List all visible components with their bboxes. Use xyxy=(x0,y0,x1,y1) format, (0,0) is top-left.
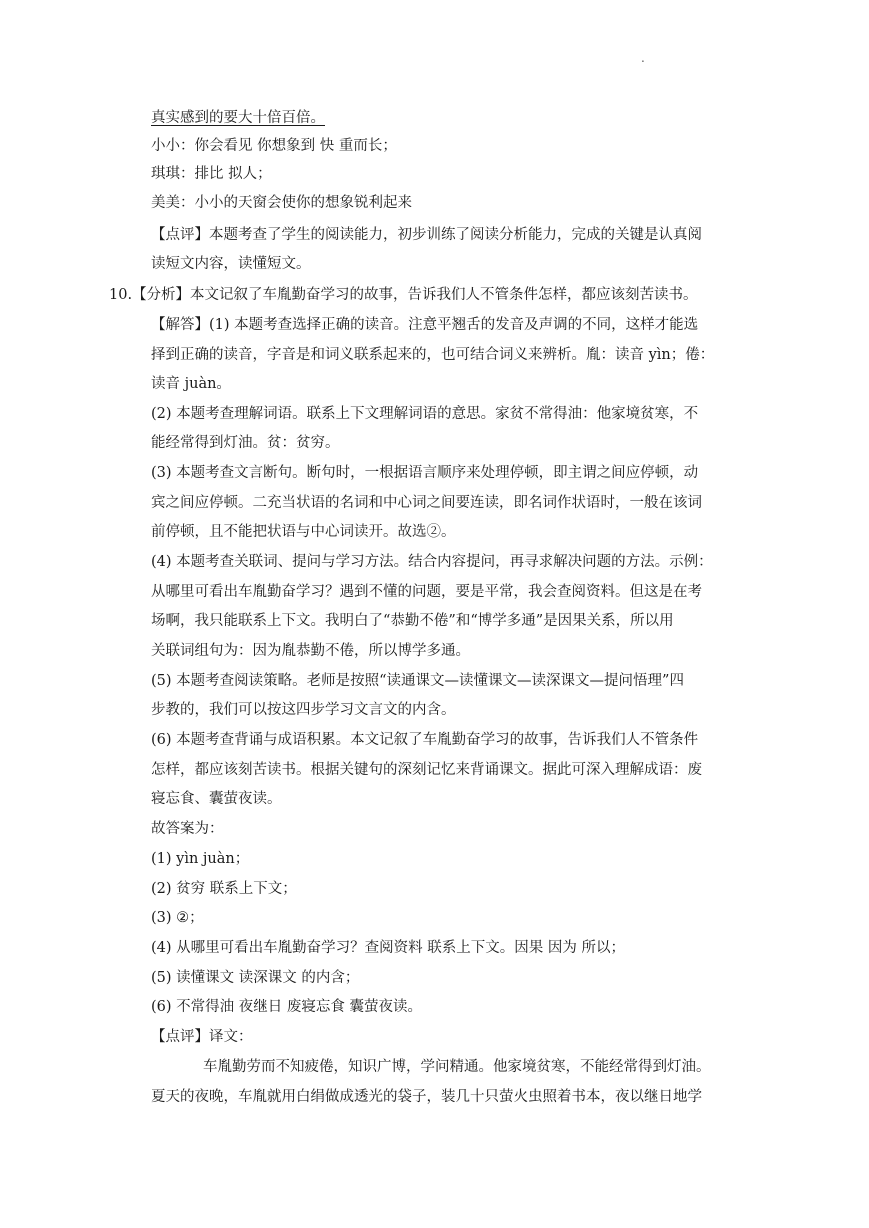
text-line: 关联词组句为：因为胤恭勤不倦，所以博学多通。 xyxy=(151,643,470,659)
text-line: (5) 本题考查阅读策略。老师是按照“读通课文—读懂课文—读深课文—提问悟理”四 xyxy=(151,673,684,689)
header-mark: . xyxy=(641,51,645,65)
text-line: (3) ②； xyxy=(151,910,204,926)
text-line: 小小：你会看见 你想象到 快 重而长； xyxy=(151,138,397,154)
text-line: (6) 本题考查背诵与成语积累。本文记叙了车胤勤奋学习的故事，告诉我们人不管条件 xyxy=(151,732,699,748)
text-line: 【点评】本题考查了学生的阅读能力，初步训练了阅读分析能力，完成的关键是认真阅 xyxy=(151,227,702,243)
text-line: 美美：小小的天窗会使你的想象锐利起来 xyxy=(151,195,412,211)
text-line: (2) 本题考查理解词语。联系上下文理解词语的意思。家贫不常得油：他家境贫寒，不 xyxy=(151,406,699,422)
text-line: 琪琪：排比 拟人； xyxy=(151,166,272,182)
text-line: 车胤勤劳而不知疲倦，知识广博，学问精通。他家境贫寒，不能经常得到灯油。 xyxy=(203,1059,711,1075)
text-line: 10.【分析】本文记叙了车胤勤奋学习的故事，告诉我们人不管条件怎样，都应该刻苦读书。 xyxy=(109,287,698,303)
text-line: 从哪里可看出车胤勤奋学习？遇到不懂的问题，要是平常，我会查阅资料。但这是在考 xyxy=(151,584,702,600)
text-line: 读短文内容，读懂短文。 xyxy=(151,256,311,272)
text-line: 【点评】译文： xyxy=(151,1029,253,1045)
text-line: (4) 本题考查关联词、提问与学习方法。结合内容提问，再寻求解决问题的方法。示例： xyxy=(151,554,713,570)
text-line: 能经常得到灯油。贫：贫穷。 xyxy=(151,435,340,451)
text-line: 夏天的夜晚，车胤就用白绢做成透光的袋子，装几十只萤火虫照着书本，夜以继日地学 xyxy=(151,1089,702,1105)
text-line: (4) 从哪里可看出车胤勤奋学习？查阅资料 联系上下文。因果 因为 所以； xyxy=(151,940,625,956)
text-line: (1) yìn juàn； xyxy=(151,851,250,867)
text-line: 【解答】(1) 本题考查选择正确的读音。注意平翘舌的发音及声调的不同，这样才能选 xyxy=(151,317,699,333)
text-line: (6) 不常得油 夜继日 废寝忘食 囊萤夜读。 xyxy=(151,999,422,1015)
text-line: 怎样，都应该刻苦读书。根据关键句的深刻记忆来背诵课文。据此可深入理解成语：废 xyxy=(151,762,702,778)
text-line: (3) 本题考查文言断句。断句时，一根据语言顺序来处理停顿，即主谓之间应停顿，动 xyxy=(151,465,699,481)
text-line: 故答案为： xyxy=(151,821,224,837)
text-line: 宾之间应停顿。二充当状语的名词和中心词之间要连读，即名词作状语时，一般在该词 xyxy=(151,495,702,511)
text-line: 前停顿，且不能把状语与中心词读开。故选②。 xyxy=(151,524,456,540)
text-line: 步教的，我们可以按这四步学习文言文的内含。 xyxy=(151,702,456,718)
text-line: 寝忘食、囊萤夜读。 xyxy=(151,791,282,807)
text-line: 读音 juàn。 xyxy=(151,376,231,392)
text-line: (5) 读懂课文 读深课文 的内含； xyxy=(151,970,360,986)
text-line: (2) 贫穷 联系上下文； xyxy=(151,881,297,897)
text-line: 场啊，我只能联系上下文。我明白了“恭勤不倦”和“博学多通”是因果关系，所以用 xyxy=(151,613,674,629)
text-line: 择到正确的读音，字音是和词义联系起来的，也可结合词义来辨析。胤：读音 yìn；倦： xyxy=(151,347,715,363)
text-line: 真实感到的要大十倍百倍。 xyxy=(151,110,325,126)
